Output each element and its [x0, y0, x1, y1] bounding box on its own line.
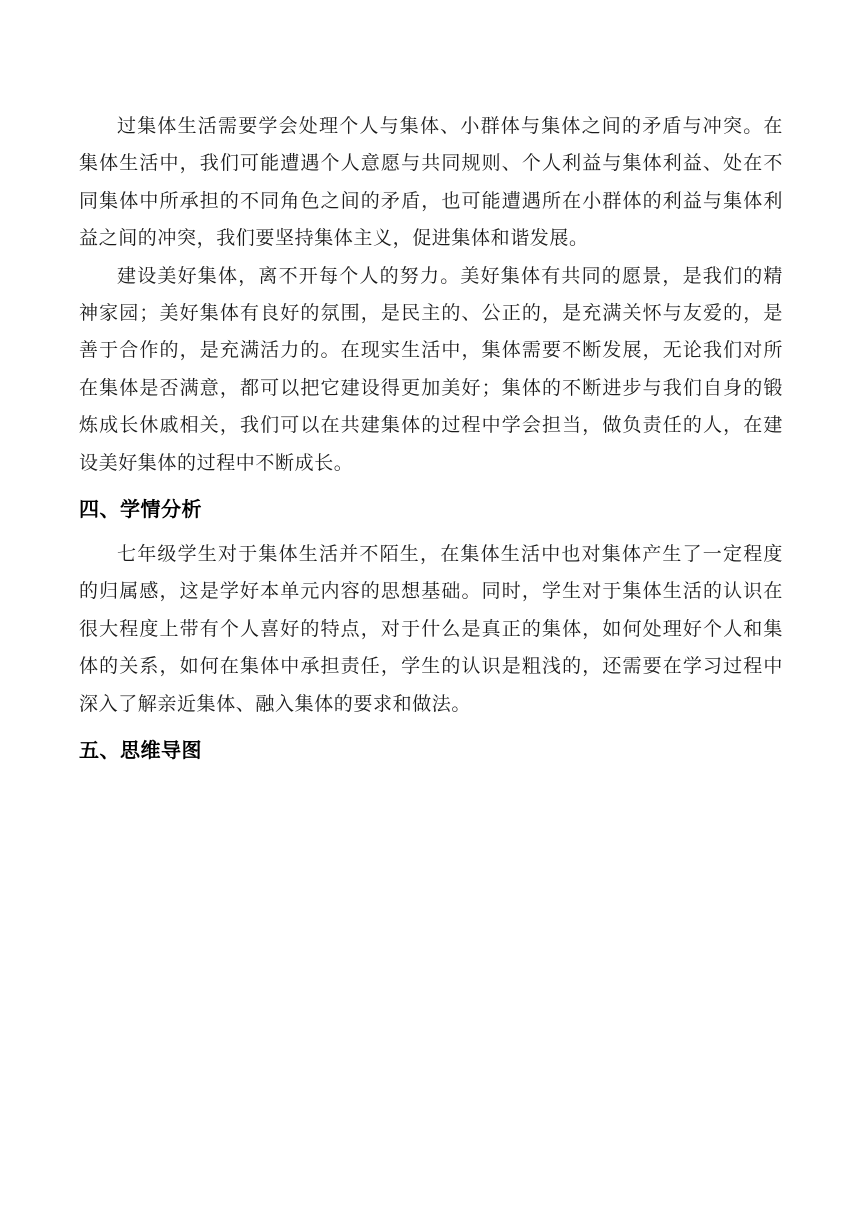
paragraph-collective-conflict: 过集体生活需要学会处理个人与集体、小群体与集体之间的矛盾与冲突。在集体生活中，我们可能遭遇个人意愿与共同规则、个人利益与集体利益、处在不同集体中所承担的不同角色之间的矛盾，也可能遭遇所在小群体的利益与集体利益之间的冲突，我们要坚持集体主义，促进集体和谐发展。 [79, 115, 783, 250]
section-heading-learning-analysis: 四、学情分析 [79, 497, 202, 522]
paragraph-build-good-collective: 建设美好集体，离不开每个人的努力。美好集体有共同的愿景，是我们的精神家园；美好集体有良好的氛围，是民主的、公正的，是充满关怀与友爱的，是善于合作的，是充满活力的。在现实生活中，集体需要不断发展，无论我们对所在集体是否满意，都可以把它建设得更加美好；集体的不断进步与我们自身的锻炼成长休戚相关，我们可以在共建集体的过程中学会担当，做负责任的人，在建设美好集体的过程中不断成长。 [79, 264, 783, 474]
paragraph-learning-analysis: 七年级学生对于集体生活并不陌生，在集体生活中也对集体产生了一定程度的归属感，这是学好本单元内容的思想基础。同时，学生对于集体生活的认识在很大程度上带有个人喜好的特点，对于什么是真正的集体，如何处理好个人和集体的关系，如何在集体中承担责任，学生的认识是粗浅的，还需要在学习过程中深入了解亲近集体、融入集体的要求和做法。 [79, 543, 783, 715]
section-heading-mind-map: 五、思维导图 [79, 738, 202, 763]
document-body [79, 108, 783, 777]
